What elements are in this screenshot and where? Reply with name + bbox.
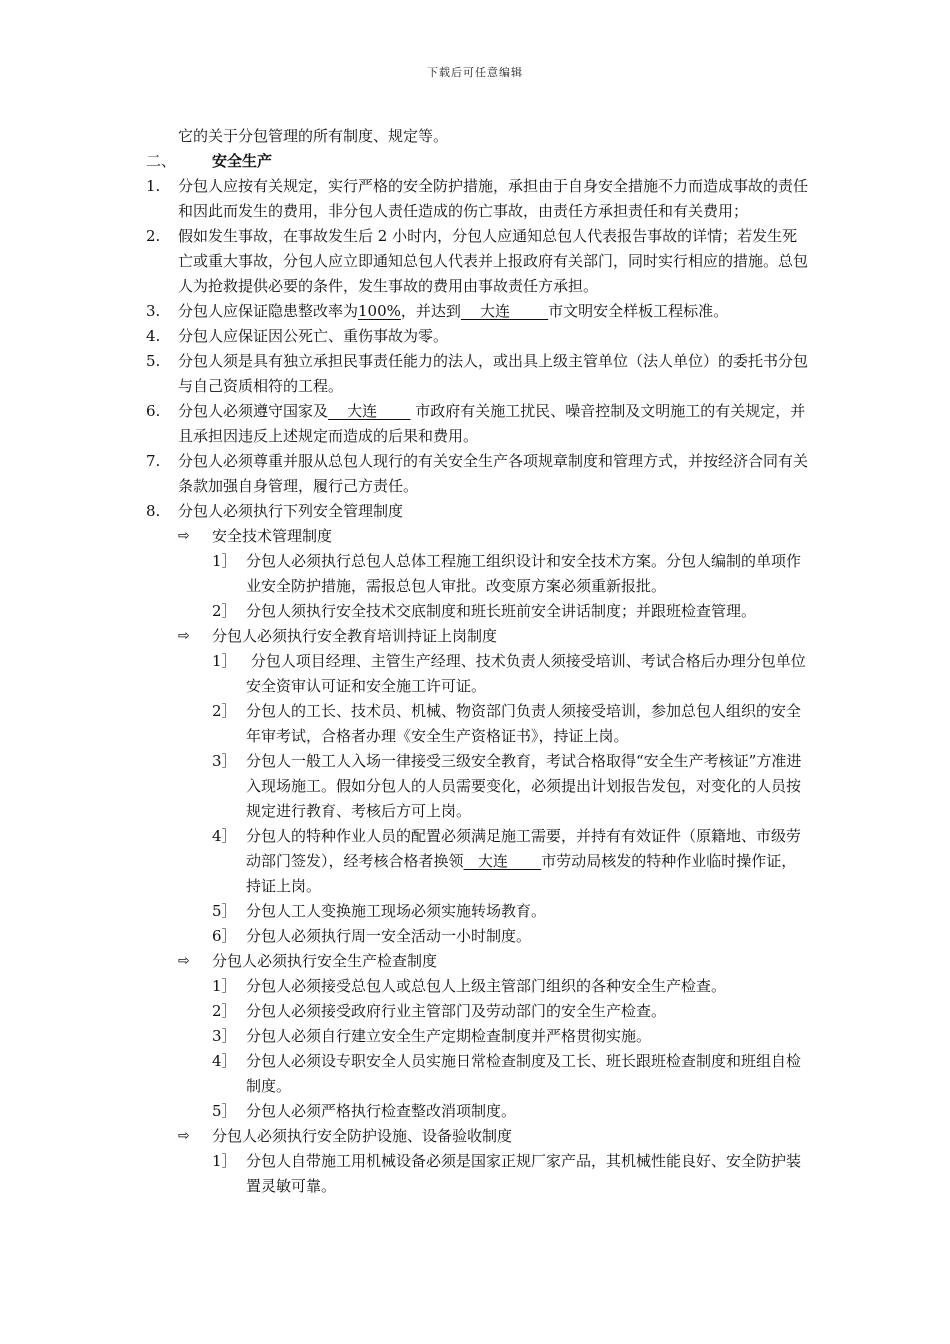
sub-item	[0, 899, 950, 924]
item-text: 分包人应保证因公死亡、重伤事故为零。	[178, 327, 449, 345]
bullet-title: 分包人必须执行安全生产检查制度	[212, 952, 438, 970]
list-item	[0, 299, 950, 324]
item-text-post: 市政府有关施工扰民、噪音控制及文明施工的有关规定，并且承担因违反上述规定而造成的后果和费用。	[178, 402, 806, 445]
sub-item-text: 分包人必须设专职安全人员实施日常检查制度及工长、班长跟班检查制度和班组自检制度。	[246, 1052, 802, 1095]
blank-city: 大连	[328, 402, 411, 420]
list-item	[0, 174, 950, 224]
arrow-bullet-heading	[0, 1124, 950, 1149]
bullet-title: 分包人必须执行安全防护设施、设备验收制度	[212, 1127, 513, 1145]
item-number: 5.	[146, 352, 161, 370]
sub-item	[0, 1149, 950, 1199]
bullet-title: 分包人必须执行安全教育培训持证上岗制度	[212, 627, 498, 645]
arrow-bullet-heading	[0, 624, 950, 649]
item-text	[178, 402, 805, 445]
sub-item-text: 分包人工人变换施工现场必须实施转场教育。	[246, 902, 547, 920]
sub-item	[0, 649, 950, 699]
sub-item-number: 4］	[212, 827, 237, 845]
bullet-title: 安全技术管理制度	[212, 527, 333, 545]
sub-item-text: 分包人自带施工用机械设备必须是国家正规厂家产品，其机械性能良好、安全防护装置灵敏可靠。	[246, 1152, 802, 1195]
sub-item-text: 分包人必须接受总包人或总包人上级主管部门组织的各种安全生产检查。	[246, 977, 727, 995]
sub-item-text: 分包人必须自行建立安全生产定期检查制度并严格贯彻实施。	[246, 1027, 652, 1045]
sub-item	[0, 924, 950, 949]
blank-city: 大连	[460, 302, 549, 320]
list-item	[0, 499, 950, 524]
sub-item-text: 分包人必须严格执行检查整改消项制度。	[246, 1102, 517, 1120]
item-number: 1.	[146, 177, 161, 195]
item-text: 分包人须是具有独立承担民事责任能力的法人，或出具上级主管单位（法人单位）的委托书分包与自己资质相符的工程。	[178, 352, 809, 395]
sub-item	[0, 1099, 950, 1124]
item-text-mid: ，并达到	[400, 302, 461, 320]
item-text: 分包人必须尊重并服从总包人现行的有关安全生产各项规章制度和管理方式，并按经济合同有关条款加强自身管理，履行己方责任。	[178, 452, 809, 495]
item-number: 4.	[146, 327, 161, 345]
item-text: 分包人必须执行下列安全管理制度	[178, 502, 404, 520]
sub-item	[0, 974, 950, 999]
list-item	[0, 324, 950, 349]
sub-item	[0, 699, 950, 749]
item-text	[178, 302, 728, 320]
list-item	[0, 224, 950, 299]
item-number: 8.	[146, 502, 161, 520]
sub-item-number: 3］	[212, 1027, 237, 1045]
sub-item	[0, 749, 950, 824]
sub-item	[0, 999, 950, 1024]
section-heading	[0, 149, 950, 174]
sub-item-number: 1］	[212, 652, 237, 670]
section-number: 二、	[146, 152, 177, 170]
item-number: 6.	[146, 402, 161, 420]
blank-rate: 100%	[358, 302, 401, 320]
sub-item-number: 4］	[212, 1052, 237, 1070]
sub-item-text: 分包人项目经理、主管生产经理、技术负责人须接受培训、考试合格后办理分包单位安全资审认可证和安全施工许可证。	[246, 652, 806, 695]
list-item	[0, 399, 950, 449]
sub-item	[0, 1049, 950, 1099]
section-title: 安全生产	[212, 152, 273, 170]
sub-item-text: 分包人须执行安全技术交底制度和班长班前安全讲话制度；并跟班检查管理。	[246, 602, 757, 620]
sub-item	[0, 824, 950, 899]
item-number: 2.	[146, 227, 161, 245]
item-text-post: 市文明安全样板工程标准。	[548, 302, 729, 320]
document-body	[0, 124, 950, 1199]
sub-item	[0, 599, 950, 624]
list-item	[0, 349, 950, 399]
sub-item-number: 3］	[212, 752, 237, 770]
sub-item	[0, 1024, 950, 1049]
arrow-bullet-icon: ⇨	[178, 628, 190, 644]
sub-item-text: 分包人一般工人入场一律接受三级安全教育，考试合格取得“安全生产考核证”方准进入现场施工。假如分包人的人员需要变化，必须提出计划报告发包，对变化的人员按规定进行教育、考核后方可上岗。	[246, 752, 802, 820]
sub-item-text: 分包人必须执行总包人总体工程施工组织设计和安全技术方案。分包人编制的单项作业安全防护措施，需报总包人审批。改变原方案必须重新报批。	[246, 552, 802, 595]
arrow-bullet-icon: ⇨	[178, 528, 190, 544]
sub-item-text-pre: 分包人的特种作业人员的配置必须满足施工需要，并持有有效证件（原籍地、市级劳动部门签发），经考核合格者换领	[246, 827, 802, 870]
item-number: 3.	[146, 302, 161, 320]
sub-item-number: 1］	[212, 1152, 237, 1170]
list-item	[0, 449, 950, 499]
sub-item-number: 5］	[212, 902, 237, 920]
sub-item-number: 6］	[212, 927, 237, 945]
sub-item-text	[246, 827, 801, 895]
sub-item-number: 2］	[212, 602, 237, 620]
page-header-note: 下载后可任意编辑	[427, 66, 523, 79]
item-text-pre: 分包人必须遵守国家及	[178, 402, 329, 420]
arrow-bullet-icon: ⇨	[178, 1128, 190, 1144]
item-text-pre: 分包人应保证隐患整改率为	[178, 302, 359, 320]
arrow-bullet-icon: ⇨	[178, 953, 190, 969]
item-number: 7.	[146, 452, 161, 470]
sub-item-text: 分包人必须接受政府行业主管部门及劳动部门的安全生产检查。	[246, 1002, 667, 1020]
item-text: 分包人应按有关规定，实行严格的安全防护措施，承担由于自身安全措施不力而造成事故的责任和因此而发生的费用，非分包人责任造成的伤亡事故，由责任方承担责任和有关费用；	[178, 177, 809, 220]
sub-item-number: 1］	[212, 977, 237, 995]
sub-item-number: 5］	[212, 1102, 237, 1120]
sub-item-text-post: 市劳动局核发的特种作业临时操作证，持证上岗。	[246, 852, 797, 895]
arrow-bullet-heading	[0, 524, 950, 549]
item-text: 假如发生事故，在事故发生后 2 小时内，分包人应通知总包人代表报告事故的详情；若发生死亡或重大事故，分包人应立即通知总包人代表并上报政府有关部门，同时实行相应的措施。总包人为抢救提供必要的条件，发生事故的费用由事故责任方承担。	[178, 227, 809, 295]
sub-item-number: 2］	[212, 702, 237, 720]
sub-item	[0, 549, 950, 599]
sub-item-number: 1］	[212, 552, 237, 570]
blank-city: 大连	[463, 852, 542, 870]
sub-item-text: 分包人的工长、技术员、机械、物资部门负责人须接受培训，参加总包人组织的安全年审考试，合格者办理《安全生产资格证书》，持证上岗。	[246, 702, 802, 745]
continuation-paragraph: 它的关于分包管理的所有制度、规定等。	[178, 127, 449, 145]
sub-item-number: 2］	[212, 1002, 237, 1020]
arrow-bullet-heading	[0, 949, 950, 974]
sub-item-text: 分包人必须执行周一安全活动一小时制度。	[246, 927, 532, 945]
